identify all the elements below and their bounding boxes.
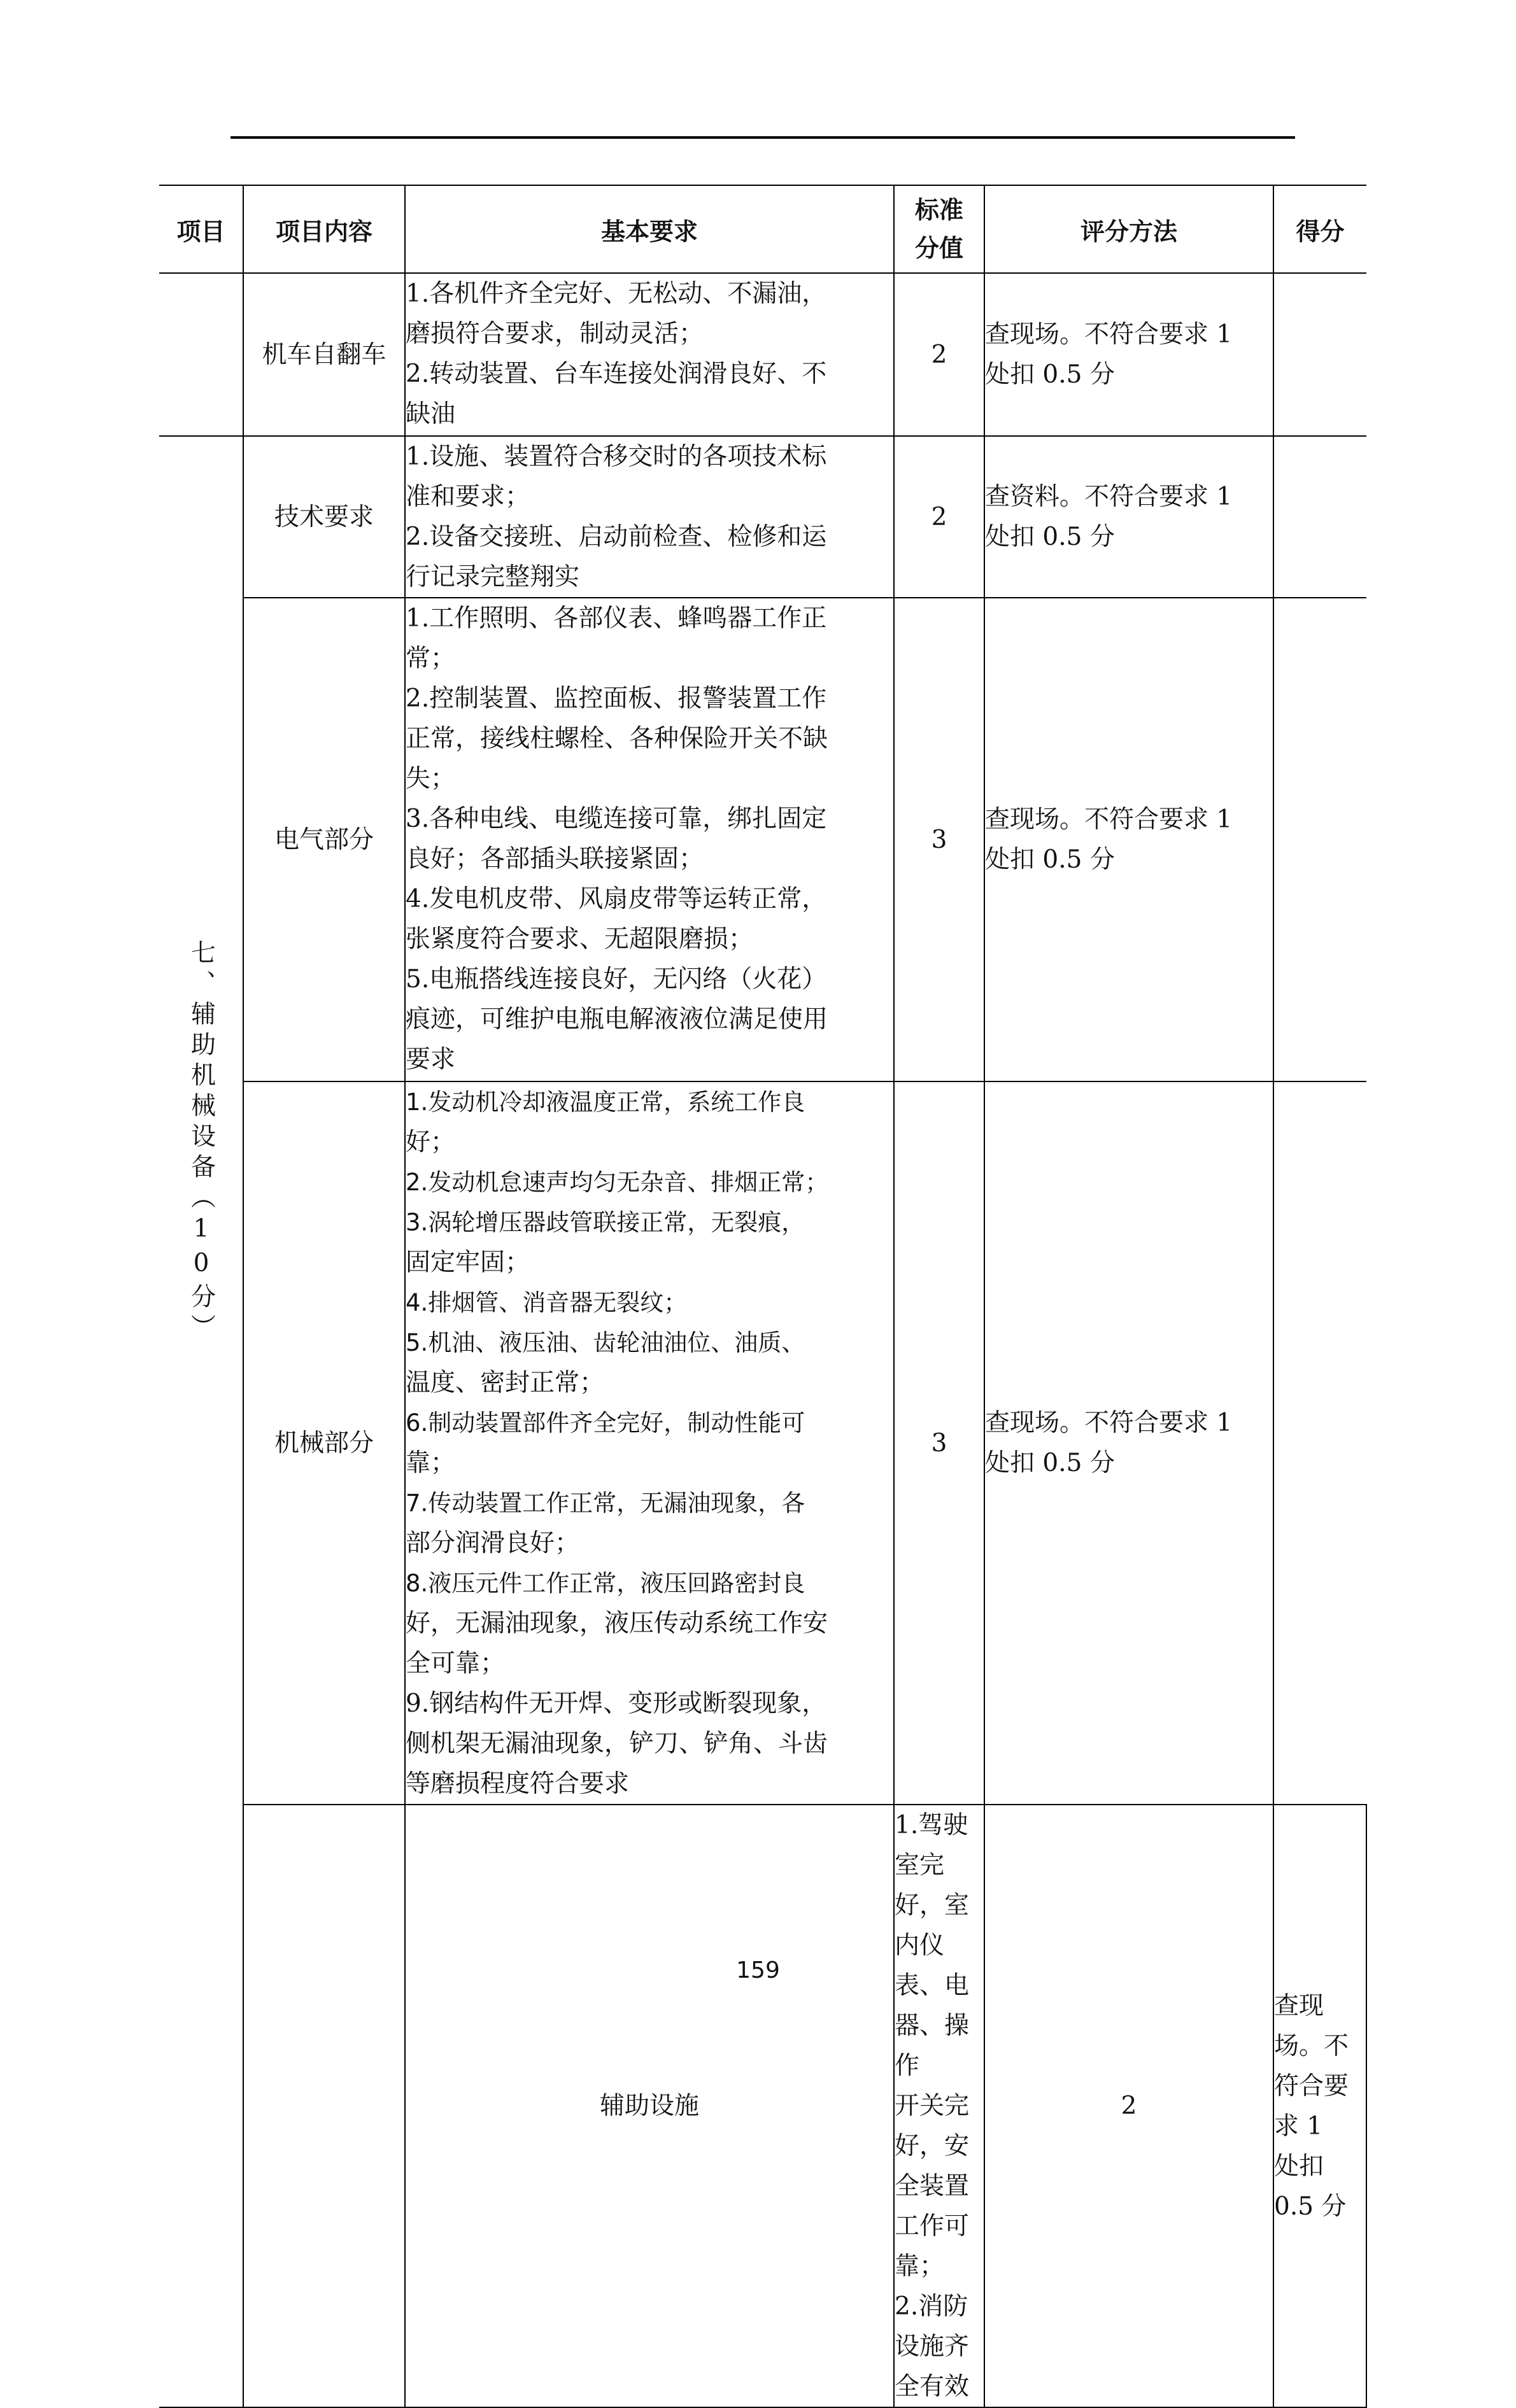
requirement-line: 好；: [406, 1128, 456, 1157]
requirement-line: 6.制动装置部件齐全完好，制动性能可: [406, 1409, 805, 1437]
requirement-line: 1.驾驶室完好，室内仪表、电器、操作: [895, 1811, 970, 2080]
requirement-line: 2.消防设施齐全有效: [895, 2292, 970, 2401]
row-method: [984, 436, 1273, 598]
requirement-line: 1.各机件齐全完好、无松动、不漏油，: [406, 279, 827, 308]
requirement-line: 2.转动装置、台车连接处润滑良好、不: [406, 360, 827, 388]
requirement-line: 2.控制装置、监控面板、报警装置工作: [406, 684, 827, 713]
requirement-line: 固定牢固；: [406, 1248, 530, 1277]
page-number: 159: [736, 1957, 780, 1983]
method-line: 处扣 0.5 分: [985, 845, 1115, 874]
row-content: 机械部分: [243, 1081, 405, 1805]
requirement-line: 2.发动机怠速声均匀无杂音、排烟正常；: [406, 1169, 829, 1196]
requirement-line: 5.机油、液压油、齿轮油油位、油质、: [406, 1329, 805, 1356]
category-cell-blank: [159, 273, 243, 436]
row-standard-score: 2: [894, 273, 984, 436]
requirement-line: 1.设施、装置符合移交时的各项技术标: [406, 442, 827, 471]
header-rule: [230, 136, 1295, 139]
table-row: [159, 273, 1366, 436]
requirement-line: 7.传动装置工作正常，无漏油现象，各: [406, 1489, 805, 1517]
requirement-line: 靠；: [406, 1449, 456, 1477]
header-content: 项目内容: [243, 185, 405, 273]
requirement-line: 等磨损程度符合要求: [406, 1770, 630, 1798]
method-line: 查资料。不符合要求 1: [985, 482, 1233, 511]
requirement-line: 1.发动机冷却液温度正常，系统工作良: [406, 1088, 805, 1116]
row-method: [1273, 1805, 1366, 2407]
scoring-table: [159, 185, 1366, 2408]
requirement-line: 缺油: [406, 400, 456, 428]
requirement-line: 好，无漏油现象，液压传动系统工作安: [406, 1609, 828, 1638]
requirement-line: 正常，接线柱螺栓、各种保险开关不缺: [406, 724, 828, 753]
row-score-blank: [1273, 1081, 1366, 1805]
requirement-line: 失；: [406, 764, 456, 793]
requirement-line: 全可靠；: [406, 1649, 506, 1678]
requirement-line: 9.钢结构件无开焊、变形或断裂现象，: [406, 1689, 827, 1718]
requirement-line: 侧机架无漏油现象，铲刀、铲角、斗齿: [406, 1729, 828, 1758]
row-score-blank: [1273, 273, 1366, 436]
row-score-blank: [1273, 436, 1366, 598]
requirement-line: 良好；各部插头联接紧固；: [406, 845, 704, 873]
row-standard-score: 2: [894, 436, 984, 598]
requirement-line: 8.液压元件工作正常，液压回路密封良: [406, 1570, 805, 1597]
table-row: [159, 598, 1366, 1081]
row-requirements: [894, 1805, 984, 2407]
row-content: 电气部分: [243, 598, 405, 1081]
requirement-line: 5.电瓶搭线连接良好，无闪络（火花）: [406, 965, 827, 994]
requirement-line: 常；: [406, 644, 456, 673]
table-row: [159, 1081, 1366, 1805]
row-content: 辅助设施: [405, 1805, 894, 2407]
requirement-line: 4.发电机皮带、风扇皮带等运转正常，: [406, 885, 827, 913]
category-cell: [159, 436, 243, 2407]
row-score-blank: [1273, 598, 1366, 1081]
method-line: 处扣 0.5 分: [985, 1449, 1115, 1477]
requirement-line: 3.各种电线、电缆连接可靠，绑扎固定: [406, 805, 827, 833]
header-method: 评分方法: [984, 185, 1273, 273]
row-content: 技术要求: [243, 436, 405, 598]
requirement-line: 3.涡轮增压器歧管联接正常，无裂痕，: [406, 1209, 805, 1236]
header-standard-score: [894, 185, 984, 273]
category-label: 七、辅助机械设备（10分）: [187, 940, 216, 1344]
row-requirements: [405, 273, 894, 436]
method-line: 查现场。不符合要求 1: [985, 320, 1233, 349]
row-standard-score: 2: [984, 1805, 1273, 2407]
requirement-line: 要求: [406, 1045, 456, 1074]
row-requirements: [405, 436, 894, 598]
requirement-line: 部分润滑良好；: [406, 1529, 580, 1558]
row-requirements: [405, 1081, 894, 1805]
requirement-line: 磨损符合要求，制动灵活；: [406, 320, 704, 348]
requirement-line: 行记录完整翔实: [406, 563, 580, 591]
row-method: [984, 1081, 1273, 1805]
requirement-line: 2.设备交接班、启动前检查、检修和运: [406, 523, 827, 551]
row-method: [984, 273, 1273, 436]
table-row: [159, 1805, 1366, 2407]
requirement-line: 开关完好，安全装置工作可靠；: [895, 2092, 970, 2281]
method-line: 处扣 0.5 分: [985, 360, 1115, 389]
requirement-line: 痕迹，可维护电瓶电解液液位满足使用: [406, 1005, 828, 1034]
header-item: 项目: [159, 185, 243, 273]
row-standard-score: 3: [894, 1081, 984, 1805]
method-line: 处扣 0.5 分: [985, 523, 1115, 551]
table-row: [159, 436, 1366, 598]
requirement-line: 张紧度符合要求、无超限磨损；: [406, 925, 754, 954]
category-cell-blank: [243, 1805, 405, 2407]
header-row: [159, 185, 1366, 273]
requirement-line: 4.排烟管、消音器无裂纹；: [406, 1289, 688, 1316]
row-method: [984, 598, 1273, 1081]
requirement-line: 温度、密封正常；: [406, 1369, 605, 1397]
requirement-line: 1.工作照明、各部仪表、蜂鸣器工作正: [406, 604, 827, 633]
method-line: 查现场。不符合要求 1: [985, 1409, 1233, 1437]
method-line: 查现场。不符合要求 1: [1274, 1991, 1349, 2141]
row-standard-score: 3: [894, 598, 984, 1081]
row-requirements: [405, 598, 894, 1081]
header-standard-score-line1: 标准: [914, 196, 963, 224]
method-line: 查现场。不符合要求 1: [985, 805, 1233, 834]
header-score: 得分: [1273, 185, 1366, 273]
method-line: 处扣 0.5 分: [1274, 2151, 1347, 2221]
header-requirements: 基本要求: [405, 185, 894, 273]
requirement-line: 准和要求；: [406, 482, 530, 511]
header-standard-score-line2: 分值: [914, 234, 963, 262]
row-content: 机车自翻车: [243, 273, 405, 436]
